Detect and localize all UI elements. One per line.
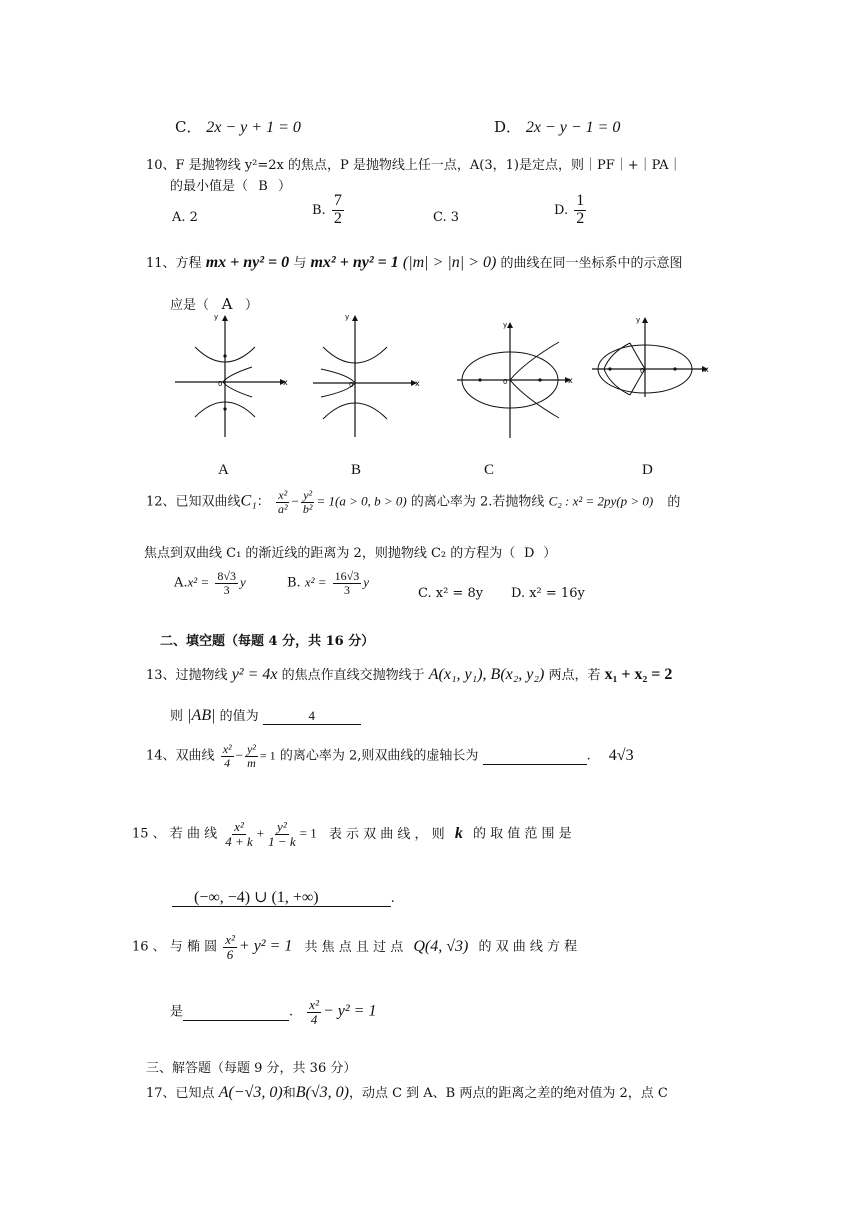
q14-stem: 14、双曲线 $\frac{\text{x²}}{4}$ − $\frac{\text{y²}}{m}$ = 1 的离心率为 2,则双曲线的虚轴长为 . 4√3 (146, 742, 634, 770)
q16-answer: − y² = 1 (322, 1002, 377, 1020)
q10-stem-line2: 的最小值是（ B ） (170, 179, 292, 194)
svg-text:y: y (636, 316, 641, 324)
q9-option-c: C． 2x − y + 1 = 0 (175, 118, 301, 136)
q10-option-a: A. 2 (172, 210, 198, 225)
q16-answer-line: 是 . $\frac{\text{x²}}{4}$ − y² = 1 (170, 997, 377, 1027)
q11-caption-a: A (218, 462, 229, 478)
q13-answer-blank: 4 (263, 708, 361, 725)
svg-text:x: x (283, 378, 288, 387)
q14-answer: 4√3 (608, 746, 634, 764)
svg-text:0: 0 (503, 378, 508, 386)
q11-graph-c (455, 318, 580, 440)
q11-caption-c: C (484, 462, 495, 478)
q11-graph-d (590, 313, 715, 398)
q10-option-d: D. $\frac{1}{2}$ (554, 192, 585, 227)
q10-option-c: C. 3 (433, 210, 460, 225)
svg-text:y: y (214, 313, 219, 321)
q15-stem: 15 、 若 曲 线 $\frac{\text{x²}}{4 + k}$ + $\frac{\text{y²}}{1 - k}$ = 1 表 示 双 曲 线 ， 则 k 的 取 值 范 围 是 (132, 819, 572, 849)
svg-text:y: y (503, 321, 508, 329)
svg-text:0: 0 (218, 380, 223, 388)
q16-stem: 16 、 与 椭 圆 $\frac{\text{x²}}{6}$ + y² = 1 共 焦 点 且 过 点 Q(4, √3) 的 双 曲 线 方 程 (132, 932, 578, 962)
q11-answer: A (221, 295, 233, 313)
q13-stem-line2: 则 |AB| 的值为 4 (170, 705, 361, 725)
q9-option-d: D． 2x − y − 1 = 0 (494, 118, 621, 136)
q12-option-d: D. x² = 16y (511, 586, 585, 601)
svg-text:y: y (345, 313, 350, 321)
q17-stem: 17、已知点 A(−√3, 0)和B(√3, 0)，动点 C 到 A、B 两点的距离之差的绝对值为 2，点 C (146, 1084, 668, 1101)
section2-title: 二、填空题（每题 4 分，共 16 分） (160, 634, 375, 649)
svg-text:x: x (568, 376, 573, 385)
q15-answer: (−∞, −4) ∪ (1, +∞) (194, 889, 319, 906)
q11-stem-line2: 应是（ A ） (170, 295, 259, 313)
q13-stem-line1: 13、过抛物线 y² = 4x 的焦点作直线交抛物线于 A(x₁, y₁), B(x₂, y₂) 两点，若 x₁ + x₂ = 2 (146, 666, 673, 683)
q12-option-c: C. x² = 8y (418, 586, 484, 601)
svg-text:0: 0 (349, 381, 354, 389)
q12-option-b: B. x² = $\frac{16√3}{3}$ y (287, 569, 370, 597)
q11-stem-line1: 11、方程 mx + ny² = 0 与 mx² + ny² = 1 (|m| > |n| > 0) 的曲线在同一坐标系中的示意图 (146, 254, 683, 271)
q15-answer-line: (−∞, −4) ∪ (1, +∞) . (172, 887, 395, 907)
q12-stem-line2: 焦点到双曲线 C₁ 的渐近线的距离为 2，则抛物线 C₂ 的方程为（ D ） (144, 546, 557, 561)
svg-text:0: 0 (640, 367, 645, 375)
q12-stem-line1: 12、已知双曲线C₁： $\frac{\text{x²}}{\text{a²}}$ − $\frac{\text{y²}}{\text{b²}}$ = 1(a > 0, b > 0) 的离心率为 2.若抛物线 C₂ : x² = 2py(p > 0) 的 (146, 488, 681, 516)
svg-text:x: x (415, 379, 420, 388)
q10-answer: B (258, 179, 268, 194)
q11-caption-b: B (351, 462, 362, 478)
q11-graph-b (305, 305, 425, 440)
svg-text:x: x (704, 365, 709, 374)
q10-stem-line1: 10、F 是抛物线 y²=2x 的焦点，P 是抛物线上任一点，A(3，1)是定点，则｜PF｜+｜PA｜ (146, 158, 682, 173)
q10-option-b: B. $\frac{7}{2}$ (312, 192, 342, 227)
section3-title: 三、解答题（每题 9 分，共 36 分） (146, 1061, 357, 1076)
q11-graph-a (170, 305, 290, 440)
q12-answer: D (524, 546, 535, 561)
q12-option-a: A.x² = $\frac{8√3}{3}$ y (174, 569, 246, 597)
q11-caption-d: D (642, 462, 653, 478)
